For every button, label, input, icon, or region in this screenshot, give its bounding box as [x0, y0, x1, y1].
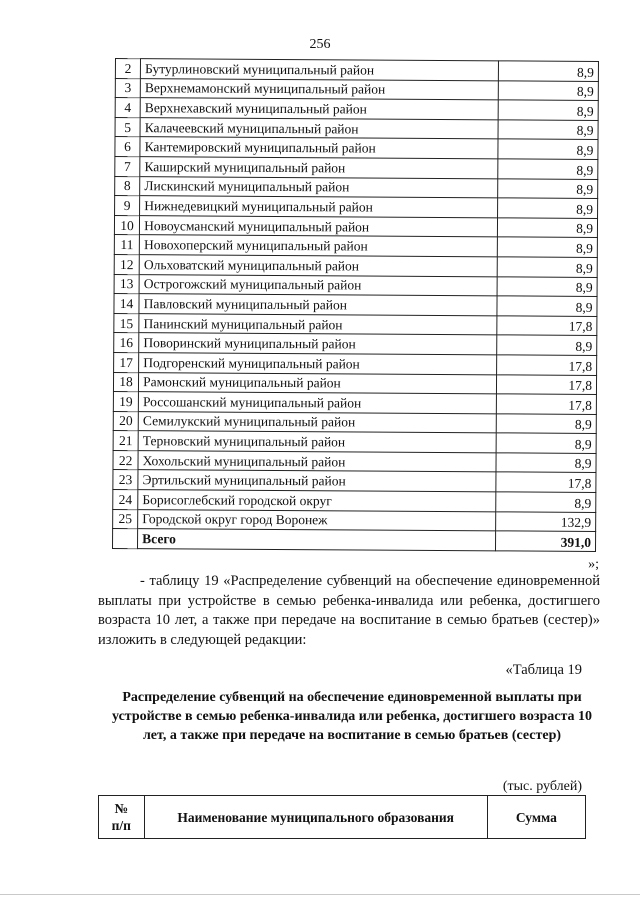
row-number: 22 [113, 450, 138, 470]
municipality-name: Городской округ город Воронеж [138, 509, 496, 531]
row-number: 17 [114, 352, 139, 372]
new-table-header [98, 795, 586, 839]
row-number: 24 [113, 490, 138, 510]
header-row [99, 796, 586, 839]
subvention-amount: 8,9 [496, 492, 596, 512]
row-number: 4 [115, 98, 140, 118]
total-value: 391,0 [496, 531, 596, 551]
municipality-name: Лискинский муниципальный район [140, 176, 498, 198]
municipality-name: Новохоперский муниципальный район [139, 235, 497, 257]
total-label: Всего [138, 529, 496, 551]
municipality-name: Хохольский муниципальный район [138, 451, 496, 473]
municipality-name: Верхнехавский муниципальный район [140, 98, 498, 120]
subvention-amount: 8,9 [499, 61, 599, 81]
subvention-amount: 17,8 [497, 394, 597, 414]
subvention-amount: 8,9 [498, 120, 598, 140]
distribution-table-body [113, 59, 599, 552]
row-number: 2 [115, 59, 140, 79]
municipality-name: Борисоглебский городской округ [138, 490, 496, 512]
subvention-amount: 8,9 [497, 414, 597, 434]
row-number: 19 [113, 392, 138, 412]
municipality-name: Терновский муниципальный район [138, 431, 496, 453]
row-number: 9 [115, 196, 140, 216]
units-label: (тыс. рублей) [502, 779, 582, 794]
closing-quote: »; [588, 557, 599, 572]
subvention-amount: 8,9 [498, 237, 598, 257]
subvention-amount: 8,9 [498, 198, 598, 218]
subvention-amount: 17,8 [497, 355, 597, 375]
header-sum-cell: Сумма [487, 796, 585, 839]
subvention-amount: 17,8 [496, 472, 596, 492]
row-number: 14 [114, 294, 139, 314]
row-number: 23 [113, 470, 138, 490]
municipality-name: Острогожский муниципальный район [139, 274, 497, 296]
subvention-amount: 8,9 [498, 276, 598, 296]
municipality-name: Рамонский муниципальный район [139, 372, 497, 394]
subvention-amount: 8,9 [499, 100, 599, 120]
municipality-name: Поворинский муниципальный район [139, 333, 497, 355]
table-caption: «Таблица 19 [505, 662, 582, 678]
subvention-amount: 8,9 [499, 80, 599, 100]
subvention-amount: 132,9 [496, 511, 596, 531]
header-name-cell: Наименование муниципального образования [144, 796, 487, 839]
subvention-amount: 17,8 [497, 316, 597, 336]
municipality-name: Эртильский муниципальный район [138, 470, 496, 492]
subvention-amount: 8,9 [496, 453, 596, 473]
row-number: 6 [115, 137, 140, 157]
row-number: 18 [113, 372, 138, 392]
municipality-name: Россошанский муниципальный район [138, 392, 496, 414]
table-heading: Распределение субвенций на обеспечение единовременной выплаты при устройстве в семью ребенка-инвалида или ребенка, достигшего возраста 10 лет, а также при передаче на воспитание в семью братьев (сестер) [112, 690, 592, 744]
municipality-name: Нижнедевицкий муниципальный район [140, 196, 498, 218]
subvention-amount: 8,9 [497, 433, 597, 453]
municipality-name: Подгоренский муниципальный район [139, 353, 497, 375]
municipality-name: Ольховатский муниципальный район [139, 255, 497, 277]
municipality-name: Калачеевский муниципальный район [140, 117, 498, 139]
distribution-table [112, 58, 599, 552]
row-number: 16 [114, 333, 139, 353]
row-number: 7 [115, 156, 140, 176]
row-number: 11 [114, 235, 139, 255]
municipality-name: Панинский муниципальный район [139, 313, 497, 335]
subvention-amount: 8,9 [498, 218, 598, 238]
row-number: 3 [115, 78, 140, 98]
subvention-amount: 8,9 [497, 296, 597, 316]
subvention-amount: 8,9 [497, 335, 597, 355]
header-number-cell [99, 796, 145, 839]
subvention-amount: 8,9 [498, 178, 598, 198]
row-number: 10 [114, 215, 139, 235]
header-number-symbol: № [114, 801, 129, 816]
row-number: 15 [114, 313, 139, 333]
row-number: 25 [113, 509, 138, 529]
municipality-name: Семилукский муниципальный район [138, 411, 496, 433]
municipality-name: Бутурлиновский муниципальный район [141, 59, 499, 81]
header-number-label: п/п [111, 818, 131, 833]
page-bottom-rule [0, 894, 640, 895]
page-number: 256 [309, 37, 331, 52]
row-number: 5 [115, 117, 140, 137]
total-number-cell [113, 529, 138, 549]
row-number: 8 [115, 176, 140, 196]
row-number: 21 [113, 431, 138, 451]
subvention-amount: 8,9 [498, 159, 598, 179]
row-number: 20 [113, 411, 138, 431]
municipality-name: Новоусманский муниципальный район [140, 215, 498, 237]
row-number: 13 [114, 274, 139, 294]
subvention-amount: 8,9 [498, 139, 598, 159]
total-row [113, 529, 596, 552]
municipality-name: Кантемировский муниципальный район [140, 137, 498, 159]
row-number: 12 [114, 254, 139, 274]
subvention-amount: 17,8 [497, 374, 597, 394]
municipality-name: Верхнемамонский муниципальный район [140, 78, 498, 100]
municipality-name: Каширский муниципальный район [140, 157, 498, 179]
municipality-name: Павловский муниципальный район [139, 294, 497, 316]
subvention-amount: 8,9 [498, 257, 598, 277]
amendment-paragraph: - таблицу 19 «Распределение субвенций на обеспечение единовременной выплаты при устройстве в семью ребенка-инвалида или ребенка, достигшего возраста 10 лет, а также при передаче на воспитание в семью братьев (сестер)» изложить в следующей редакции: [98, 573, 600, 648]
